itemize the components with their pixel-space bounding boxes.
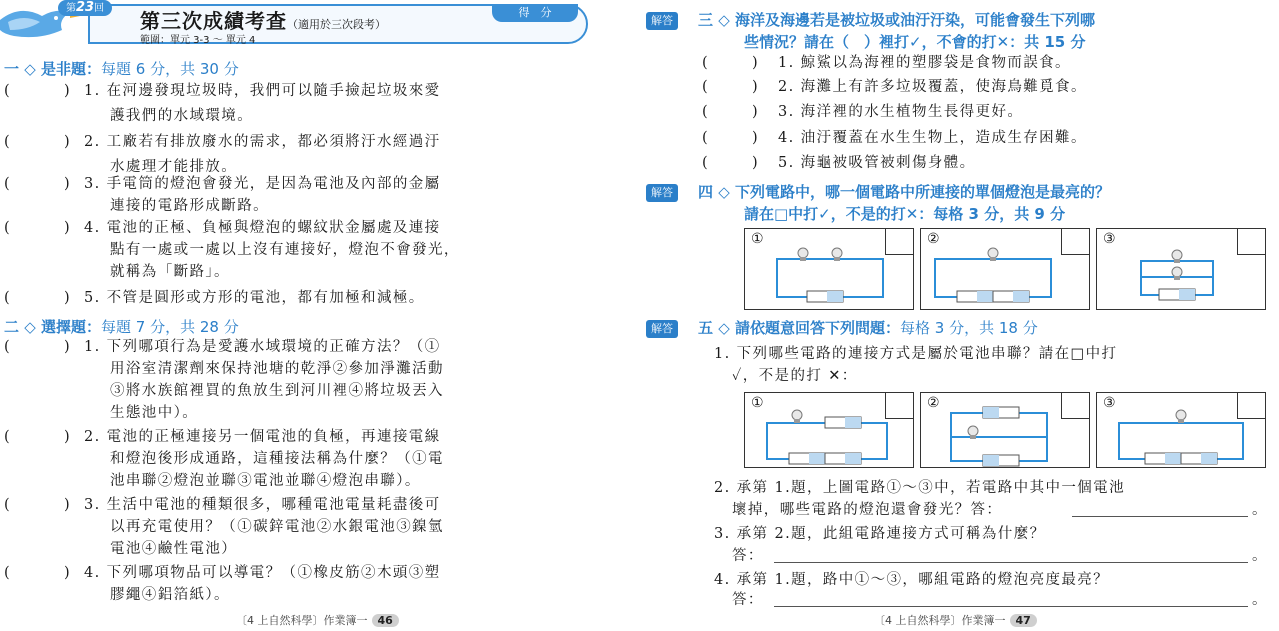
mc-question-4-line-2: 膠繩④鋁箔紙）。 [110, 587, 230, 603]
answer-paren[interactable]: ( ) [4, 216, 10, 241]
mc-question-3-line-3: 電池④鹼性電池） [110, 541, 238, 557]
answer-line[interactable] [774, 562, 1248, 563]
q5-4-answer-label: 答： [732, 592, 764, 608]
answer-paren[interactable]: ( ) [4, 172, 10, 197]
round-badge: 第23回 [58, 0, 112, 16]
battery-icon [1145, 453, 1181, 464]
circuit-diagram-3: ③ [1096, 228, 1266, 310]
answer-paren[interactable]: ( ) [702, 75, 708, 100]
tf-question-5: 5. 不管是圓形或方形的電池，都有加極和減極。 [84, 290, 425, 306]
bulb-icon [1176, 410, 1186, 423]
mc-question-1-line-2: 用浴室清潔劑來保持池塘的乾淨②參加淨灘活動 [110, 361, 444, 377]
bulb-icon [1172, 267, 1182, 280]
mc-question-1: 1. 下列哪項行為是愛護水域環境的正確方法？（① [84, 339, 441, 355]
answer-paren[interactable]: ( ) [702, 151, 708, 176]
circuit-wires [745, 229, 915, 311]
battery-icon [789, 453, 825, 464]
mc-question-1-line-3: ③將水族館裡買的魚放生到河川裡④將垃圾丟入 [110, 383, 444, 399]
q5-3-answer-label: 答： [732, 548, 764, 564]
series-circuit-2: ② [920, 392, 1090, 468]
circuit-wires [1097, 393, 1267, 469]
tf-question-4-line-3: 就稱為「斷路」。 [110, 264, 230, 280]
battery-icon [1181, 453, 1217, 464]
left-page [0, 0, 620, 631]
q5-3-text: 3. 承第 2.題，此組電路連接方式可稱為什麼？ [714, 526, 1046, 542]
mc-question-1-line-4: 生態池中）。 [110, 405, 199, 421]
answer-tag[interactable]: 解答 [646, 12, 678, 30]
section-2-heading: 二 ◇ 選擇題：每題 7 分，共 28 分 [4, 318, 239, 336]
exam-range: 範圍：單元 3-3 ～ 單元 4 [140, 35, 256, 46]
page-number: 46 [372, 614, 399, 627]
bulb-icon [792, 410, 802, 423]
answer-paren[interactable]: ( ) [4, 79, 10, 104]
answer-paren[interactable]: ( ) [4, 130, 10, 155]
tf-question-2-line-2: 水處理才能排放。 [110, 159, 238, 175]
exam-banner [0, 0, 590, 46]
section-4-heading: 四 ◇ 下列電路中，哪一個電路中所連接的單個燈泡是最亮的？ [698, 183, 1111, 201]
answer-paren[interactable]: ( ) [702, 126, 708, 151]
pollution-question-5: 5. 海龜被吸管被刺傷身體。 [778, 155, 976, 171]
score-tab: 得 分 [492, 4, 578, 22]
mc-question-2: 2. 電池的正極連接另一個電池的負極，再連接電線 [84, 429, 441, 445]
pollution-question-4: 4. 油汙覆蓋在水生生物上，造成生存困難。 [778, 130, 1087, 146]
section-3-heading-line-2: 些情況？請在（ ）裡打✓，不會的打✕：共 15 分 [744, 33, 1086, 51]
section-1-heading: 一 ◇ 是非題：每題 6 分，共 30 分 [4, 60, 239, 78]
section-4-heading-line-2: 請在□中打✓，不是的打✕：每格 3 分，共 9 分 [744, 205, 1066, 223]
period: 。 [1252, 502, 1268, 518]
page-number: 47 [1010, 614, 1037, 627]
answer-paren[interactable]: ( ) [4, 425, 10, 450]
section-5-heading: 五 ◇ 請依題意回答下列問題：每格 3 分，共 18 分 [698, 319, 1038, 337]
q5-1-text-line-2: ✓，不是的打 ✕： [732, 368, 858, 384]
q5-2-text: 2. 承第 1.題，上圖電路①～③中，若電路中其中一個電池 [714, 480, 1125, 496]
pollution-question-1: 1. 鯨鯊以為海裡的塑膠袋是食物而誤食。 [778, 55, 1071, 71]
series-circuit-3: ③ [1096, 392, 1266, 468]
answer-line[interactable] [774, 606, 1248, 607]
tf-question-4-line-2: 點有一處或一處以上沒有連接好，燈泡不會發光， [110, 242, 460, 258]
period: 。 [1252, 592, 1268, 608]
exam-title: 第三次成績考查（適用於三次段考） [140, 9, 386, 33]
pollution-question-3: 3. 海洋裡的水生植物生長得更好。 [778, 104, 1024, 120]
q5-1-text: 1. 下列哪些電路的連接方式是屬於電池串聯？請在□中打 [714, 346, 1118, 362]
battery-icon [983, 407, 1019, 418]
q5-4-text: 4. 承第 1.題，路中①～③，哪組電路的燈泡亮度最亮？ [714, 572, 1110, 588]
answer-paren[interactable]: ( ) [4, 286, 10, 311]
mc-question-2-line-3: 池串聯②燈泡並聯③電池並聯④燈泡串聯）。 [110, 473, 421, 489]
mc-question-2-line-2: 和燈泡後形成通路，這種接法稱為什麼？（①電 [110, 451, 444, 467]
battery-icon [993, 291, 1029, 302]
answer-tag[interactable]: 解答 [646, 184, 678, 202]
page-footer: 〔4 上自然科學〕作業簿一 46 [236, 612, 399, 628]
answer-paren[interactable]: ( ) [702, 51, 708, 76]
tf-question-1: 1. 在河邊發現垃圾時，我們可以隨手撿起垃圾來愛 [84, 83, 441, 99]
mc-question-3-line-2: 以再充電使用？（①碳鋅電池②水銀電池③鎳氫 [110, 519, 444, 535]
tf-question-3: 3. 手電筒的燈泡會發光，是因為電池及內部的金屬 [84, 176, 441, 192]
page-footer: 〔4 上自然科學〕作業簿一 47 [874, 612, 1037, 628]
battery-icon [825, 453, 861, 464]
circuit-wires [1097, 229, 1267, 311]
answer-paren[interactable]: ( ) [4, 335, 10, 360]
circuit-wires [921, 393, 1091, 469]
right-page [640, 0, 1279, 631]
circuit-wires [745, 393, 915, 469]
answer-tag[interactable]: 解答 [646, 320, 678, 338]
battery-icon [957, 291, 993, 302]
answer-paren[interactable]: ( ) [4, 561, 10, 586]
tf-question-4: 4. 電池的正極、負極與燈泡的螺紋狀金屬處及連接 [84, 220, 441, 236]
pollution-question-2: 2. 海灘上有許多垃圾覆蓋，使海鳥難覓食。 [778, 79, 1087, 95]
tf-question-2: 2. 工廠若有排放廢水的需求，都必須將汙水經過汙 [84, 134, 441, 150]
answer-paren[interactable]: ( ) [4, 493, 10, 518]
tf-question-1-line-2: 護我們的水域環境。 [110, 108, 254, 124]
battery-icon [807, 291, 843, 302]
circuit-diagram-2: ② [920, 228, 1090, 310]
mc-question-3: 3. 生活中電池的種類很多，哪種電池電量耗盡後可 [84, 497, 441, 513]
battery-icon [1159, 289, 1195, 300]
section-3-heading: 三 ◇ 海洋及海邊若是被垃圾或油汙汙染，可能會發生下列哪 [698, 11, 1096, 29]
tf-question-3-line-2: 連接的電路形成斷路。 [110, 198, 269, 214]
circuit-diagram-1: ① [744, 228, 914, 310]
mc-question-4: 4. 下列哪項物品可以導電？（①橡皮筋②木頭③塑 [84, 565, 441, 581]
answer-paren[interactable]: ( ) [702, 100, 708, 125]
battery-icon [983, 455, 1019, 466]
series-circuit-1: ① [744, 392, 914, 468]
battery-icon [825, 417, 861, 428]
circuit-wires [921, 229, 1091, 311]
period: 。 [1252, 548, 1268, 564]
answer-line[interactable] [1072, 516, 1248, 517]
q5-2-text-line-2: 壞掉，哪些電路的燈泡還會發光？答： [732, 502, 1003, 518]
